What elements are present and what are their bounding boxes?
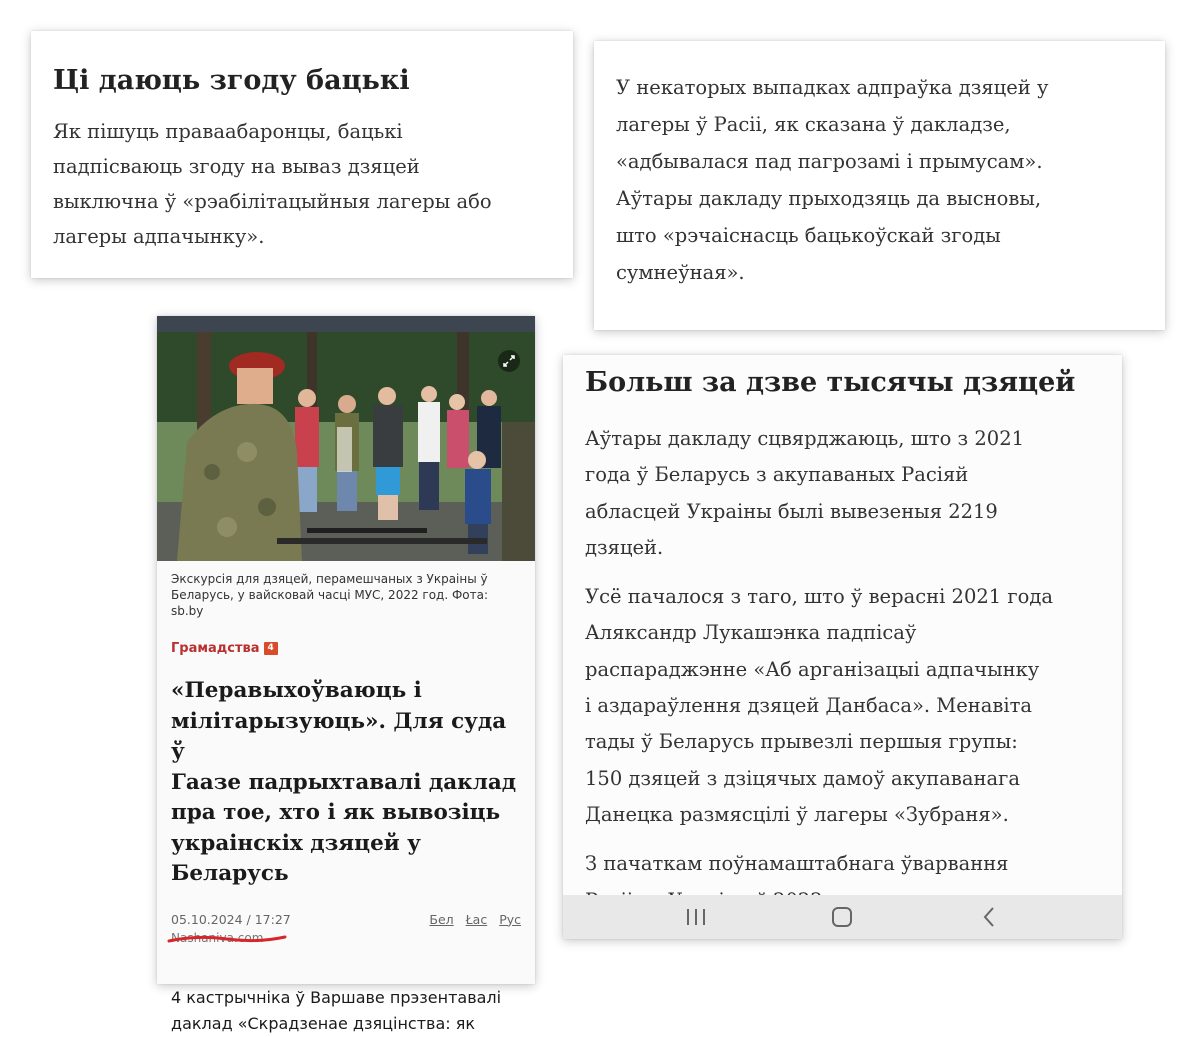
text-line: Аўтары дакладу сцвярджаюць, што з 2021: [585, 427, 1025, 450]
lang-lac-link[interactable]: Łac: [465, 911, 488, 927]
text-line: распараджэнне «Аб арганізацыі адпачынку: [585, 657, 1040, 681]
text-line: Як пішуць праваабаронцы, бацькі: [53, 120, 403, 143]
text-line: што «рэчаіснасць бацькоўскай згоды: [616, 224, 1001, 247]
comment-count-badge[interactable]: 4: [264, 642, 278, 655]
recents-icon: [685, 907, 707, 927]
section-heading: Больш за дзве тысячы дзяцей: [585, 367, 1076, 398]
back-icon: [981, 906, 997, 928]
photo-illustration: [157, 332, 535, 561]
caption-line: Экскурсія для дзяцей, перамешчаных з Украіны ў: [171, 572, 488, 586]
text-line: сумнеўная».: [616, 261, 745, 284]
recents-button[interactable]: [676, 902, 716, 932]
publish-datetime: 05.10.2024 / 17:27: [171, 911, 291, 927]
text-line: У некаторых выпадках адпраўка дзяцей у: [616, 76, 1049, 99]
card-two-thousand-children: [563, 355, 1122, 939]
text-line: тады ў Беларусь прывезлі першыя групы:: [585, 730, 1018, 754]
title-line: мілітарызуюць». Для суда ў: [171, 708, 507, 764]
text-line: абласцей Украіны былі вывезеныя 2219: [585, 499, 998, 523]
home-button[interactable]: [822, 902, 862, 932]
paragraph: [616, 69, 1143, 291]
text-line: Аляксандр Лукашэнка падпісаў: [585, 621, 917, 645]
text-line: падпісваюць згоду на вываз дзяцей: [53, 155, 420, 178]
lead-line: 4 кастрычніка ў Варшаве прэзентавалі: [171, 987, 502, 1007]
text-line: Аўтары дакладу прыходзяць да высновы,: [616, 187, 1042, 210]
card-content: [563, 355, 1122, 919]
lang-rus-link[interactable]: Рус: [499, 911, 521, 927]
text-line: і аздараўлення дзяцей Данбаса». Менавіта: [585, 694, 1033, 718]
language-switcher: [421, 912, 521, 927]
android-nav-bar: [563, 895, 1122, 939]
text-line: дзяцей.: [585, 535, 664, 559]
text-line: Данецка размясцілі ў лагеры «Зубраня».: [585, 802, 1009, 826]
article-meta: [171, 912, 521, 927]
title-line: украінскіх дзяцей у: [171, 830, 421, 856]
lead-line: даклад «Скрадзенае дзяцінства: як: [171, 1013, 476, 1033]
paragraph: [585, 579, 1100, 833]
title-line: Гаазе падрыхтавалі даклад: [171, 769, 517, 795]
back-button[interactable]: [969, 902, 1009, 932]
card-coercion-quote: [594, 41, 1165, 330]
category-label[interactable]: Грамадства: [171, 641, 260, 656]
source-link[interactable]: [171, 931, 281, 945]
text-line: «адбывалася пад пагрозамі і прымусам».: [616, 150, 1043, 173]
text-line: выключна ў «рэабілітацыйныя лагеры або: [53, 190, 492, 213]
article-title: [171, 676, 521, 890]
caption-line: Беларусь, у вайсковай часці МУС, 2022 год. Фота: sb.by: [171, 588, 489, 618]
article-screenshot: [157, 316, 535, 1033]
red-scribble: [167, 932, 287, 946]
title-line: пра тое, хто і як вывозіць: [171, 800, 501, 825]
text-line: Усё пачалося з таго, што ў верасні 2021 года: [585, 585, 1053, 609]
browser-top-bar: [157, 316, 535, 332]
lang-bel-link[interactable]: Бел: [429, 911, 454, 927]
title-line: «Перавыхоўваюць і: [171, 678, 422, 703]
text-line: года ў Беларусь з акупаваных Расіяй: [585, 463, 969, 487]
article-photo[interactable]: [157, 332, 535, 561]
photo-caption: [157, 561, 535, 619]
text-line: лагеры ў Расіі, як сказана ў дакладзе,: [616, 113, 1011, 136]
paragraph: [53, 114, 551, 254]
title-line: Беларусь: [171, 861, 289, 886]
card-parental-consent: [31, 31, 573, 278]
source-label[interactable]: Nashaniva.com: [171, 930, 264, 945]
text-line: лагеры адпачынку».: [53, 225, 265, 248]
expand-icon[interactable]: [498, 350, 520, 372]
text-line: З пачаткам поўнамаштабнага ўварвання: [585, 852, 1009, 876]
category-link[interactable]: [171, 641, 535, 656]
article-lead: [171, 985, 521, 1037]
home-icon: [831, 906, 853, 928]
section-heading: Ці даюць згоду бацькі: [53, 65, 410, 96]
text-line: 150 дзяцей з дзіцячых дамоў акупаванага: [585, 766, 1020, 790]
paragraph: [585, 421, 1100, 566]
